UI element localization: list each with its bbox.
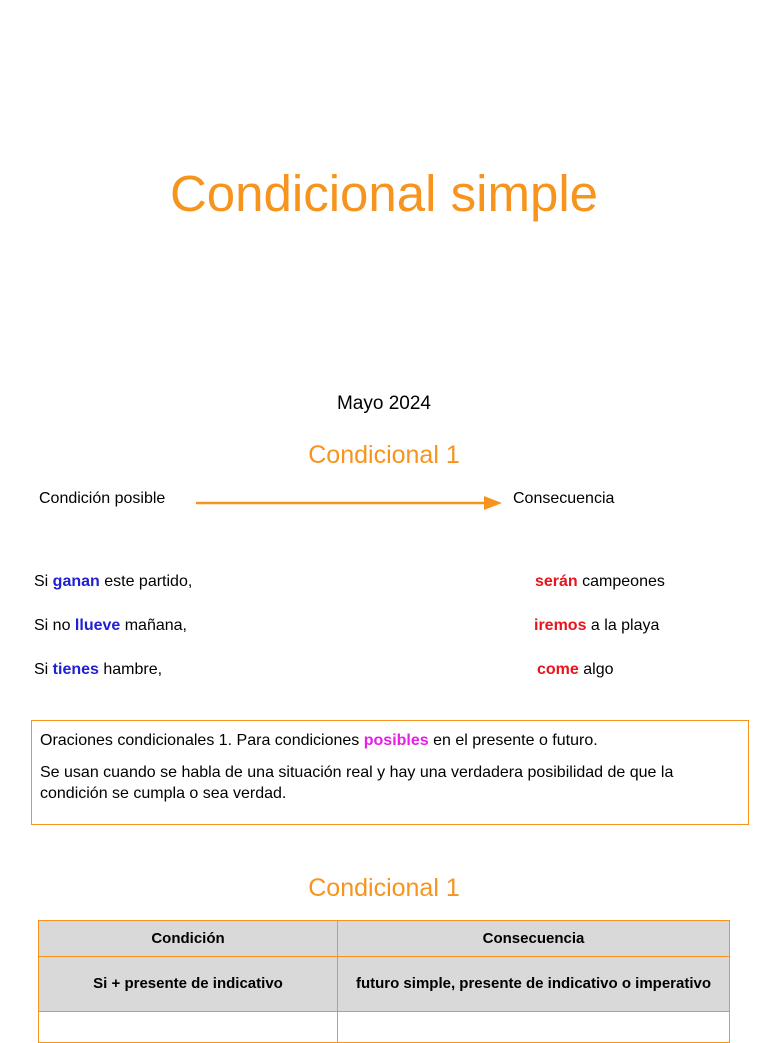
consequence-verb: serán (535, 573, 578, 590)
example-text: a la playa (586, 617, 660, 634)
condition-verb: llueve (74, 617, 121, 634)
consequence-verb: come (537, 661, 579, 678)
table-header-condition: Condición (39, 921, 338, 957)
table-row (39, 957, 730, 1012)
consequence-verb: iremos (534, 617, 587, 634)
example-text: mañana, (120, 617, 187, 634)
example-text: Si (34, 661, 53, 678)
example-text: campeones (577, 573, 665, 590)
example-condition-3 (34, 661, 162, 679)
example-text: hambre, (98, 661, 163, 678)
condition-verb: ganan (52, 573, 100, 590)
explanation-text: Oraciones condicionales 1. Para condiciones (40, 732, 364, 749)
page-title: Condicional simple (169, 165, 599, 222)
section-title-1: Condicional 1 (308, 441, 460, 469)
table-cell-consequence: futuro simple, presente de indicativo o imperativo (338, 957, 730, 1012)
table-header-consequence: Consecuencia (338, 921, 730, 957)
example-condition-2 (34, 617, 187, 635)
consequence-label: Consecuencia (513, 490, 615, 507)
example-text: Si (34, 573, 53, 590)
condition-verb: tienes (52, 661, 99, 678)
example-text: Si no (34, 617, 75, 634)
example-condition-1 (34, 573, 192, 591)
example-consequence-3 (537, 661, 614, 679)
condition-label: Condición posible (39, 490, 166, 507)
highlight-word: posibles (363, 732, 429, 749)
section-title-2: Condicional 1 (308, 874, 460, 902)
table-header-row (39, 921, 730, 957)
explanation-text: en el presente o futuro. (428, 732, 598, 749)
arrow-right-icon (196, 494, 506, 512)
explanation-line-2: Se usan cuando se habla de una situación real y hay una verdadera posibilidad de que la condición se cumpla o sea verdad. (40, 764, 674, 802)
explanation-line-1 (40, 730, 740, 751)
table-cell-empty (338, 1012, 730, 1043)
example-consequence-1 (535, 573, 665, 591)
example-text: este partido, (99, 573, 193, 590)
date-label: Mayo 2024 (336, 393, 431, 414)
table-cell-empty (39, 1012, 338, 1043)
table-row-empty (39, 1012, 730, 1043)
conditional-table (38, 920, 730, 1043)
explanation-box (31, 720, 749, 825)
table-cell-condition: Si + presente de indicativo (39, 957, 338, 1012)
example-text: algo (578, 661, 614, 678)
example-consequence-2 (534, 617, 659, 635)
